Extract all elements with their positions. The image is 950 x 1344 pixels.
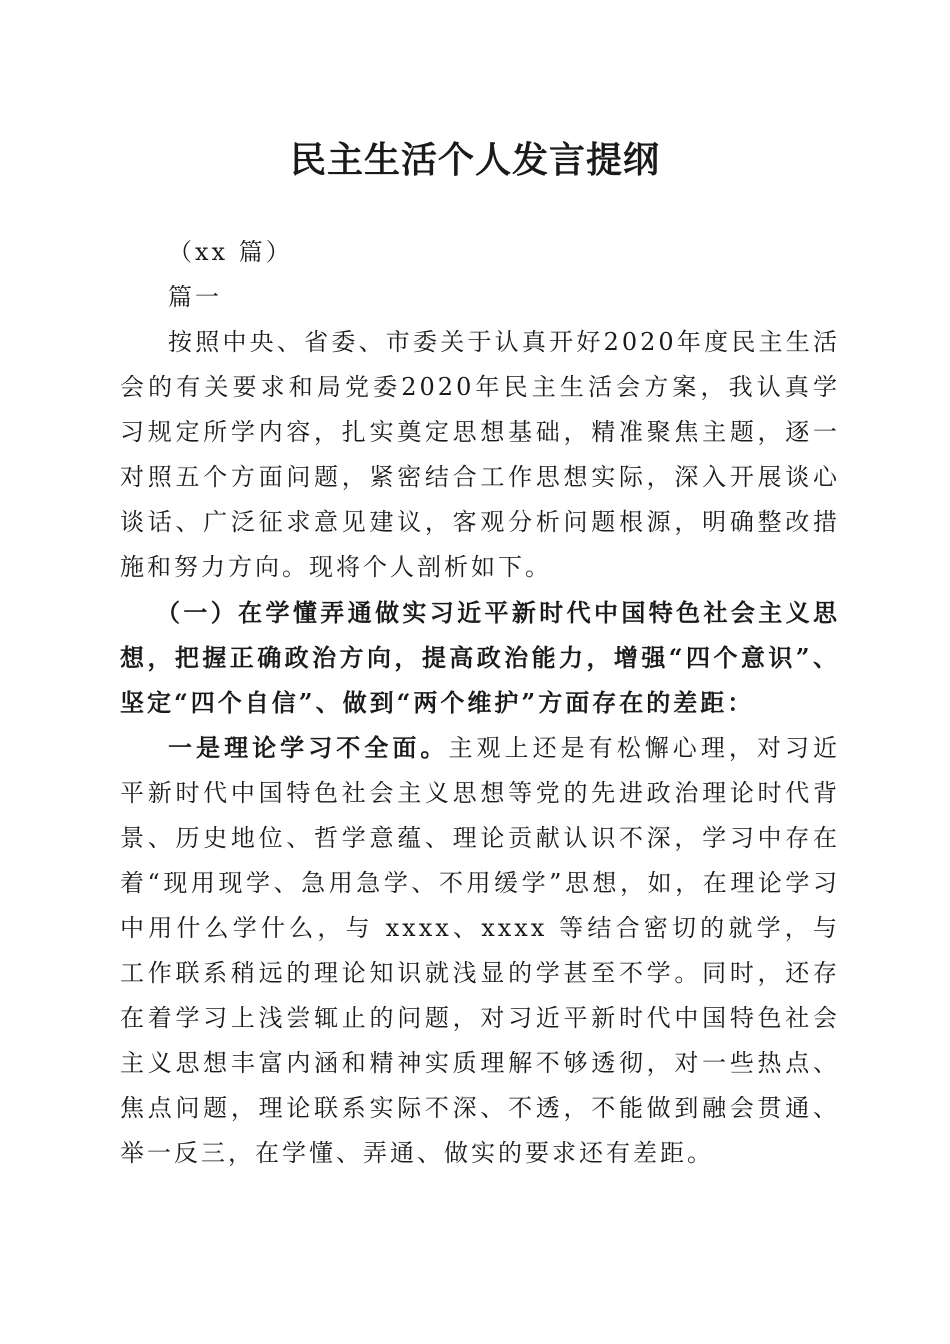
point-1-lead: 一是理论学习不全面。 xyxy=(168,733,449,762)
section-heading-1: （一）在学懂弄通做实习近平新时代中国特色社会主义思想，把握正确政治方向，提高政治能力，增强“四个意识”、坚定“四个自信”、做到“两个维护”方面存在的差距： xyxy=(120,598,840,717)
point-1-paragraph xyxy=(120,725,840,1176)
point-1-text: 主观上还是有松懈心理，对习近平新时代中国特色社会主义思想等党的先进政治理论时代背景、历史地位、哲学意蕴、理论贡献认识不深，学习中存在着“现用现学、急用急学、不用缓学”思想，如，在理论学习中用什么学什么，与 xxxx、xxxx 等结合密切的就学，与工作联系稍远的理论知识就浅显的学甚至不学。同时，还存在着学习上浅尝辄止的问题，对习近平新时代中国特色社会主义思想丰富内涵和精神实质理解不够透彻，对一些热点、焦点问题，理论联系实际不深、不透，不能做到融会贯通、举一反三，在学懂、弄通、做实的要求还有差距。 xyxy=(120,734,841,1167)
document-subtitle: （xx 篇） xyxy=(168,238,293,266)
document-title: 民主生活个人发言提纲 xyxy=(289,139,660,181)
document-body xyxy=(120,230,840,1176)
intro-paragraph: 按照中央、省委、市委关于认真开好2020年度民主生活会的有关要求和局党委2020年民主生活会方案，我认真学习规定所学内容，扎实奠定思想基础，精准聚焦主题，逐一对照五个方面问题，紧密结合工作思想实际，深入开展谈心谈话、广泛征求意见建议，客观分析问题根源，明确整改措施和努力方向。现将个人剖析如下。 xyxy=(120,328,840,581)
section-label: 篇一 xyxy=(168,283,222,311)
